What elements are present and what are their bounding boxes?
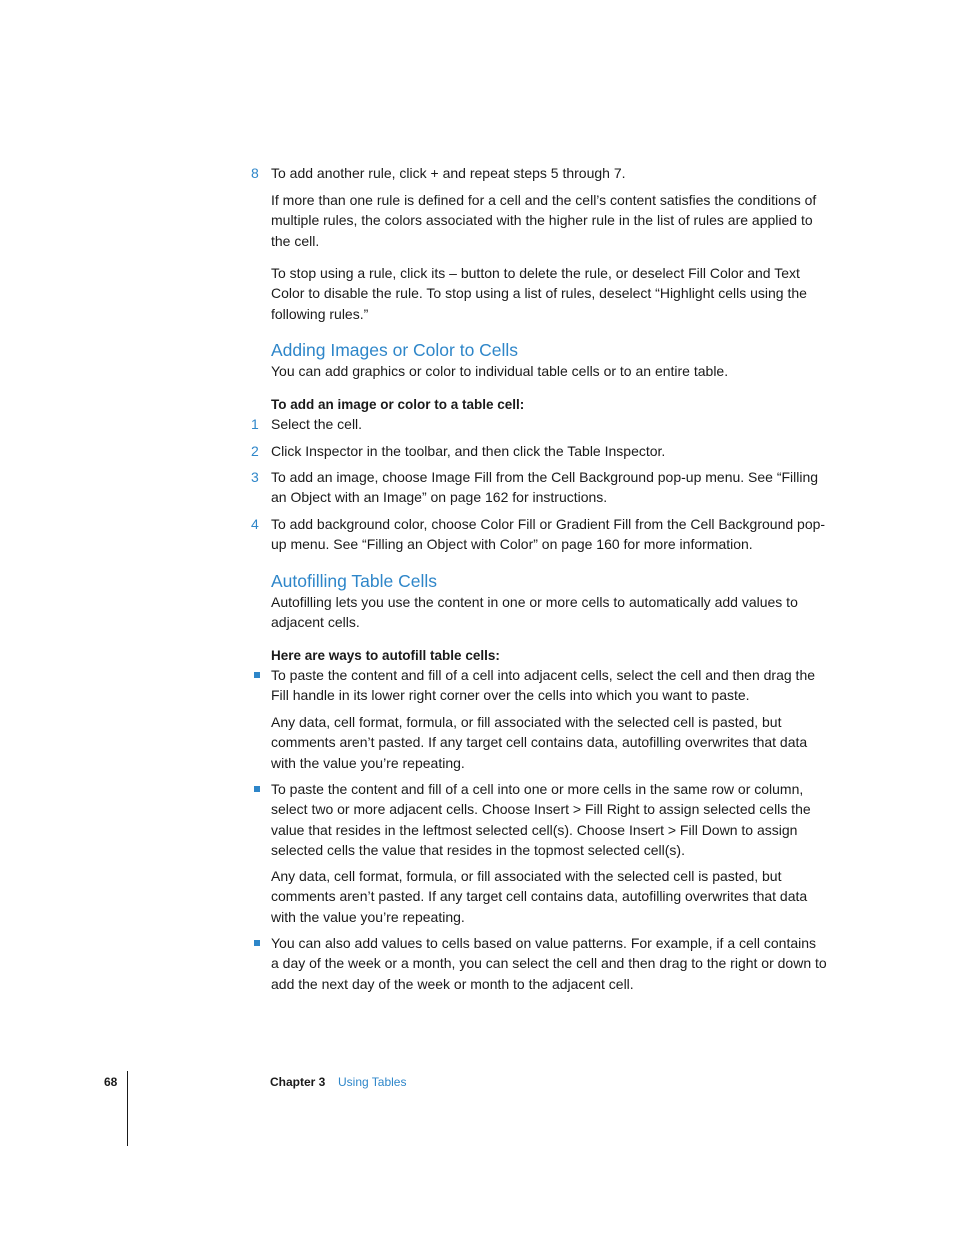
bullet-text: To paste the content and fill of a cell into adjacent cells, select the cell and then drag the Fill handle in its lower right corner over the cells into which you want to paste.	[271, 667, 816, 704]
step-text: Select the cell.	[271, 416, 363, 432]
body-paragraph: If more than one rule is defined for a cell and the cell’s content satisfies the conditions of multiple rules, the colors associated with the higher rule in the list of rules are applied to the cell.	[271, 192, 817, 249]
section-intro: Autofilling lets you use the content in one or more cells to automatically add values to adjacent cells.	[271, 594, 798, 631]
step-text: To add an image, choose Image Fill from the Cell Background pop-up menu. See “Filling an Object with an Image” on page 162 for instructions.	[271, 469, 819, 506]
body-paragraph: To stop using a rule, click its – button to delete the rule, or deselect Fill Color and Text Color to disable the rule. To stop using a list of rules, deselect “Highlight cells using the following rules.”	[271, 265, 807, 322]
bullet-icon	[254, 786, 260, 792]
task-lead-in: To add an image or color to a table cell:	[271, 397, 525, 412]
footer-chapter: Chapter 3	[270, 1075, 326, 1089]
section-heading: Adding Images or Color to Cells	[271, 340, 519, 360]
bullet-icon	[254, 672, 260, 678]
section-intro: You can add graphics or color to individual table cells or to an entire table.	[271, 363, 729, 379]
step-text: To add another rule, click + and repeat steps 5 through 7.	[271, 165, 626, 181]
bullet-text: You can also add values to cells based on value patterns. For example, if a cell contains a day of the week or a month, you can select the cell and then drag to the right or down to add the next day of the week or month to the adjacent cell.	[271, 935, 827, 992]
step-number: 2	[251, 443, 259, 459]
step-number: 4	[251, 516, 259, 532]
bullet-icon	[254, 940, 260, 946]
step-number: 8	[251, 165, 259, 181]
footer-divider	[127, 1071, 128, 1146]
page-number: 68	[104, 1075, 118, 1089]
step-number: 3	[251, 469, 259, 485]
bullet-text: To paste the content and fill of a cell into one or more cells in the same row or column, select two or more adjacent cells. Choose Insert > Fill Right to assign selected cells the value that resides in the leftmost selected cell(s). Choose Insert > Fill Down to assign selected cells the value that resides in the topmost selected cell(s).	[271, 781, 811, 858]
footer-chapter-title: Using Tables	[338, 1075, 407, 1089]
step-text: To add background color, choose Color Fill or Gradient Fill from the Cell Background pop-up menu. See “Filling an Object with Color” on page 160 for more information.	[271, 516, 826, 553]
step-number: 1	[251, 416, 259, 432]
bullet-note: Any data, cell format, formula, or fill associated with the selected cell is pasted, but comments aren’t pasted. If any target cell contains data, autofilling overwrites that data with the value you’re repeating.	[271, 868, 808, 925]
bullet-note: Any data, cell format, formula, or fill associated with the selected cell is pasted, but comments aren’t pasted. If any target cell contains data, autofilling overwrites that data with the value you’re repeating.	[271, 714, 808, 771]
section-heading: Autofilling Table Cells	[271, 571, 438, 591]
task-lead-in: Here are ways to autofill table cells:	[271, 648, 500, 663]
step-text: Click Inspector in the toolbar, and then click the Table Inspector.	[271, 443, 666, 459]
